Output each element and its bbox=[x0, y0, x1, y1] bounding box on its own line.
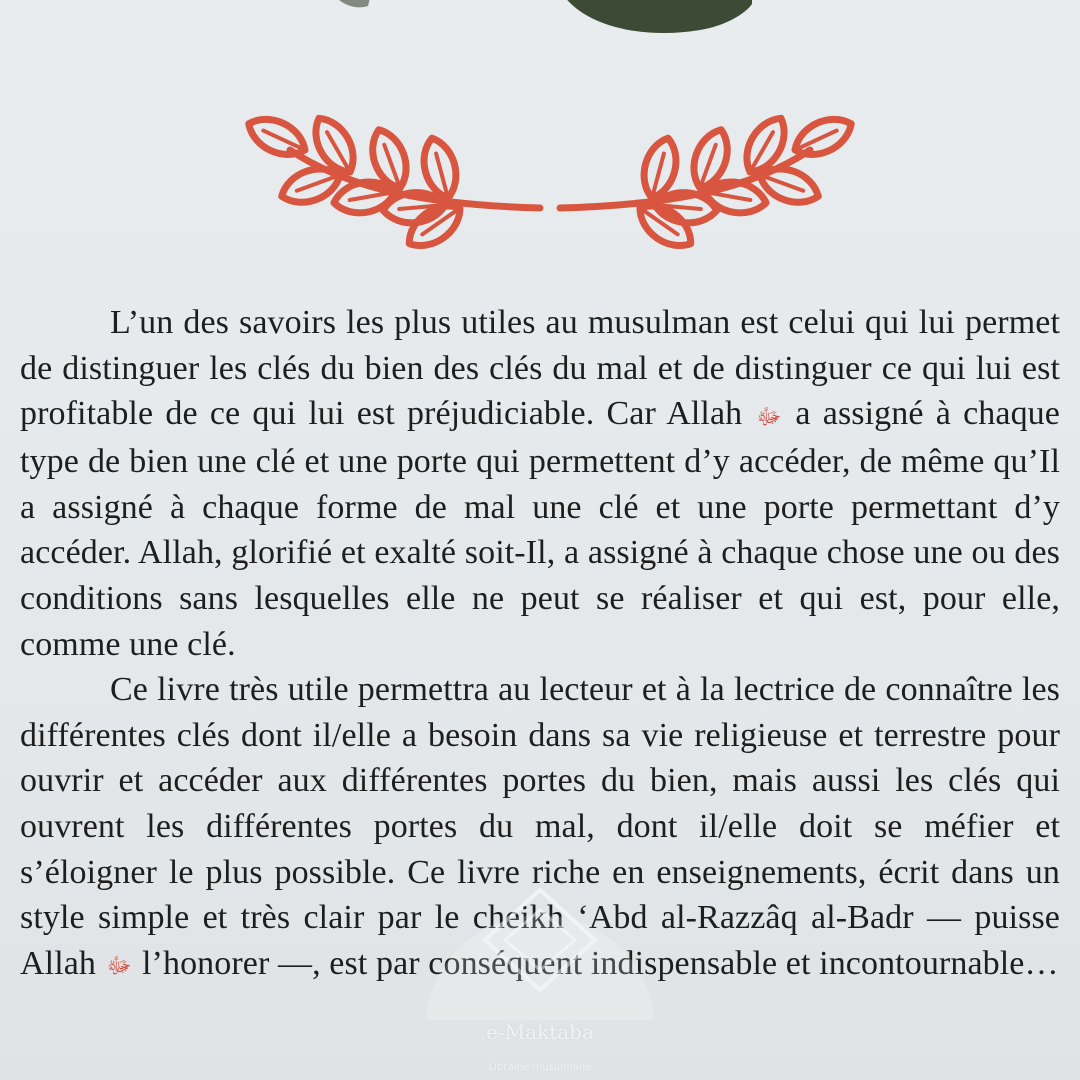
watermark-name: e-Maktaba bbox=[486, 1020, 594, 1044]
paragraph-1-part-2: a assigné à chaque type de bien une clé et une porte qui permettent d’y accéder, de même qu’Il a assigné à chaque forme de mal une clé et une porte permettant d’y accéder. Allah, glorifié et exalté soit-Il, a assigné à chaque chose une ou des conditions sans lesquelles elle ne peut se réaliser et qui est, pour elle, comme une clé. bbox=[20, 395, 1060, 663]
paragraph-1-part-1: L’un des savoirs les plus utiles au musulman est celui qui lui permet de distinguer les clés du bien des clés du mal et de distinguer ce qui lui est profitable de ce qui lui est préjudiciable. Car Allah bbox=[20, 304, 1060, 433]
arabic-honorific-icon: ﷻ bbox=[756, 403, 782, 429]
green-leaf-icon bbox=[0, 0, 1080, 60]
watermark-logo-icon bbox=[420, 880, 660, 1020]
watermark bbox=[420, 880, 660, 1080]
watermark-subtitle: Librairie musulmane bbox=[488, 1062, 592, 1073]
paragraph-2-part-2: l’honorer —, est par conséquent indispensable et incontournable… bbox=[142, 944, 1059, 982]
laurel-branches-icon bbox=[230, 80, 870, 260]
paragraph-1 bbox=[20, 300, 1060, 667]
arabic-honorific-icon: ﷻ bbox=[106, 953, 132, 979]
paragraph-2-part-1: Ce livre très utile permettra au lecteur et à la lectrice de connaître les différentes clés dont il/elle a besoin dans sa vie religieuse et terrestre pour ouvrir et accéder aux différentes portes du bien, mais aussi les clés qui ouvrent les différentes portes du mal, dont il/elle doit se méfier et s’éloigner le plus possible. Ce livre riche en enseignements, écrit dans un style simple et très clair par le cheikh ‘Abd al-Razzâq al-Badr — puisse Allah bbox=[20, 671, 1060, 982]
